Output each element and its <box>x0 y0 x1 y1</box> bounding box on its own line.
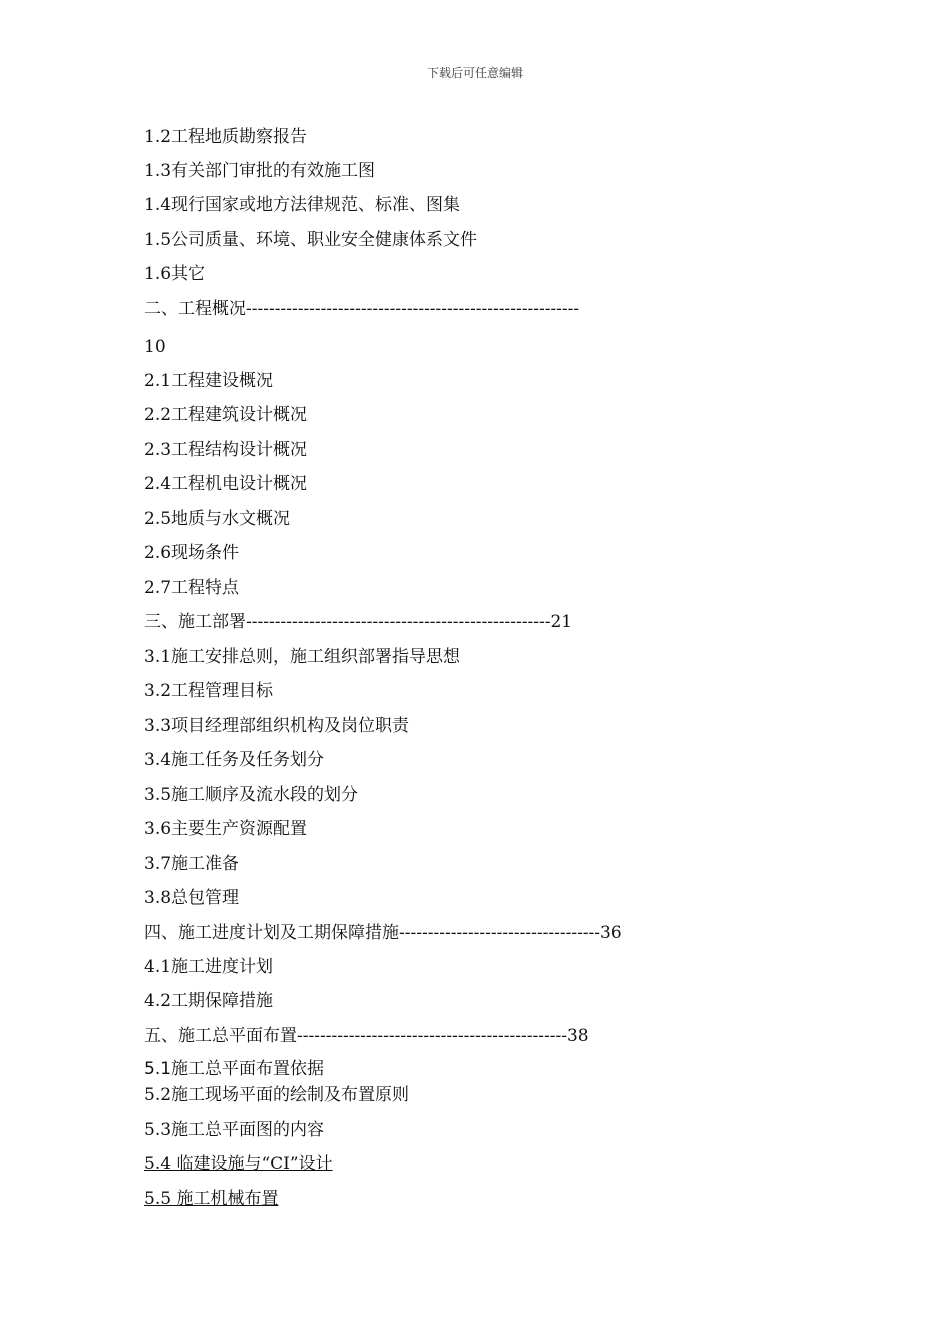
toc-item[interactable]: 2.2工程建筑设计概况 <box>144 405 308 425</box>
toc-item[interactable]: 3.8总包管理 <box>144 888 240 908</box>
toc-item[interactable]: 3.1施工安排总则，施工组织部署指导思想 <box>144 647 461 667</box>
page-header: 下载后可任意编辑 <box>426 66 523 80</box>
toc-item[interactable]: 2.1工程建设概况 <box>144 371 274 391</box>
toc-item[interactable]: 1.3有关部门审批的有效施工图 <box>144 161 376 181</box>
toc-link[interactable]: 5.5 施工机械布置 <box>144 1189 279 1209</box>
toc-item[interactable]: 3.5施工顺序及流水段的划分 <box>144 785 359 805</box>
toc-section-heading[interactable]: 五、施工总平面布置-----------------------------------------------38 <box>144 1026 589 1046</box>
toc-item[interactable]: 3.4施工任务及任务划分 <box>144 750 325 770</box>
toc-item[interactable]: 5.3施工总平面图的内容 <box>144 1120 325 1140</box>
toc-section-heading[interactable]: 二、工程概况---------------------------------------------------------- <box>144 299 580 319</box>
toc-item[interactable]: 3.2工程管理目标 <box>144 681 274 701</box>
toc-item[interactable]: 4.1施工进度计划 <box>144 957 274 977</box>
toc-item[interactable]: 1.4现行国家或地方法律规范、标准、图集 <box>144 195 461 215</box>
toc-item[interactable]: 1.2工程地质勘察报告 <box>144 127 308 147</box>
toc-link[interactable]: 5.4 临建设施与“CI”设计 <box>144 1154 333 1174</box>
toc-section-heading[interactable]: 四、施工进度计划及工期保障措施-----------------------------------36 <box>144 923 622 943</box>
toc-section-heading[interactable]: 三、施工部署-----------------------------------------------------21 <box>144 612 573 632</box>
toc-item[interactable]: 1.6其它 <box>144 264 206 284</box>
toc-item[interactable]: 2.4工程机电设计概况 <box>144 474 308 494</box>
toc-item[interactable]: 2.6现场条件 <box>144 543 240 563</box>
toc-item[interactable]: 2.5地质与水文概况 <box>144 509 291 529</box>
toc-item[interactable]: 5.1施工总平面布置依据 <box>144 1059 325 1079</box>
toc-item[interactable]: 3.7施工准备 <box>144 854 240 874</box>
toc-item[interactable]: 3.6主要生产资源配置 <box>144 819 308 839</box>
toc-item[interactable]: 2.7工程特点 <box>144 578 240 598</box>
toc-item[interactable]: 3.3项目经理部组织机构及岗位职责 <box>144 716 410 736</box>
toc-item[interactable]: 5.2施工现场平面的绘制及布置原则 <box>144 1085 410 1105</box>
toc-item[interactable]: 1.5公司质量、环境、职业安全健康体系文件 <box>144 230 478 250</box>
toc-item[interactable]: 2.3工程结构设计概况 <box>144 440 308 460</box>
toc-item[interactable]: 4.2工期保障措施 <box>144 991 274 1011</box>
toc-page-number: 10 <box>144 337 166 357</box>
